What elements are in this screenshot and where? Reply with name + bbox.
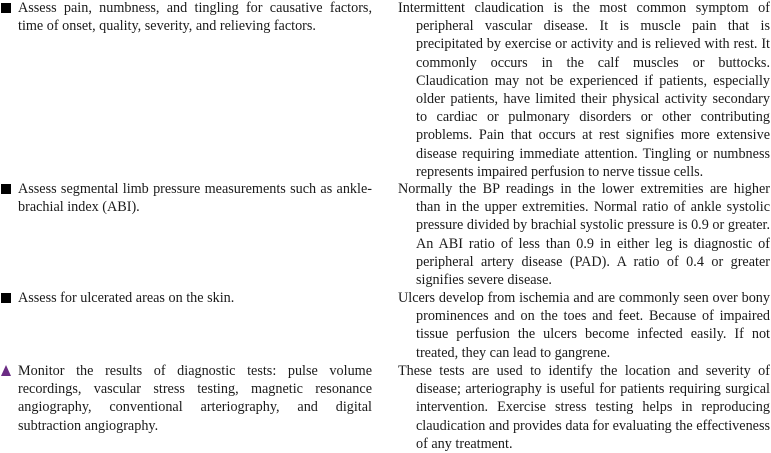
intervention-text: Monitor the results of diagnostic tests: pulse volume recordings, vascular stress testing, magnetic resonance angiography, conventional arteriography, and digital subtraction angiography. [18, 363, 372, 434]
rationale-text: Normally the BP readings in the lower extremities are higher than in the upper extremities. Normal ratio of ankle systolic pressure divided by brachial systolic pressure is 0.9 or greater. An ABI ratio of less than 0.9 in either leg is diagnostic of peripheral artery disease (PAD). A ratio of 0.4 or greater signifies severe disease. [398, 181, 770, 289]
intervention-text: Assess pain, numbness, and tingling for causative factors, time of onset, quality, severity, and relieving factors. [18, 0, 372, 35]
rationale-text: Ulcers develop from ischemia and are commonly seen over bony prominences and on the toes and feet. Because of impaired tissue perfusion the ulcers become infected easily. If not treated, they can lead to gangrene. [398, 290, 770, 361]
intervention-column [0, 180, 372, 216]
rationale-text: These tests are used to identify the location and severity of disease; arteriography is useful for patients requiring surgical intervention. Exercise stress testing helps in reproducing claudication and provides data for evaluating the effectiveness of any treatment. [398, 363, 770, 452]
square-bullet-icon [1, 293, 11, 303]
intervention-text: Assess segmental limb pressure measurements such as ankle-brachial index (ABI). [18, 181, 372, 216]
square-bullet-icon [1, 3, 11, 13]
square-bullet-icon [1, 184, 11, 194]
intervention-column [0, 0, 372, 35]
intervention-text: Assess for ulcerated areas on the skin. [18, 290, 235, 306]
triangle-bullet-icon [1, 365, 11, 376]
intervention-column [0, 289, 372, 307]
rationale-text: Intermittent claudication is the most common symptom of peripheral vascular disease. It is muscle pain that is precipitated by exercise or activity and is relieved with rest. It commonly occurs in the calf muscles or buttocks. Claudication may not be experienced if patients, especially older patients, have limited their physical activity secondary to cardiac or pulmonary disorders or other contributing problems. Pain that occurs at rest signifies more extensive disease requiring immediate attention. Tingling or numbness represents impaired perfusion to nerve tissue cells. [398, 0, 770, 180]
intervention-column [0, 362, 372, 435]
